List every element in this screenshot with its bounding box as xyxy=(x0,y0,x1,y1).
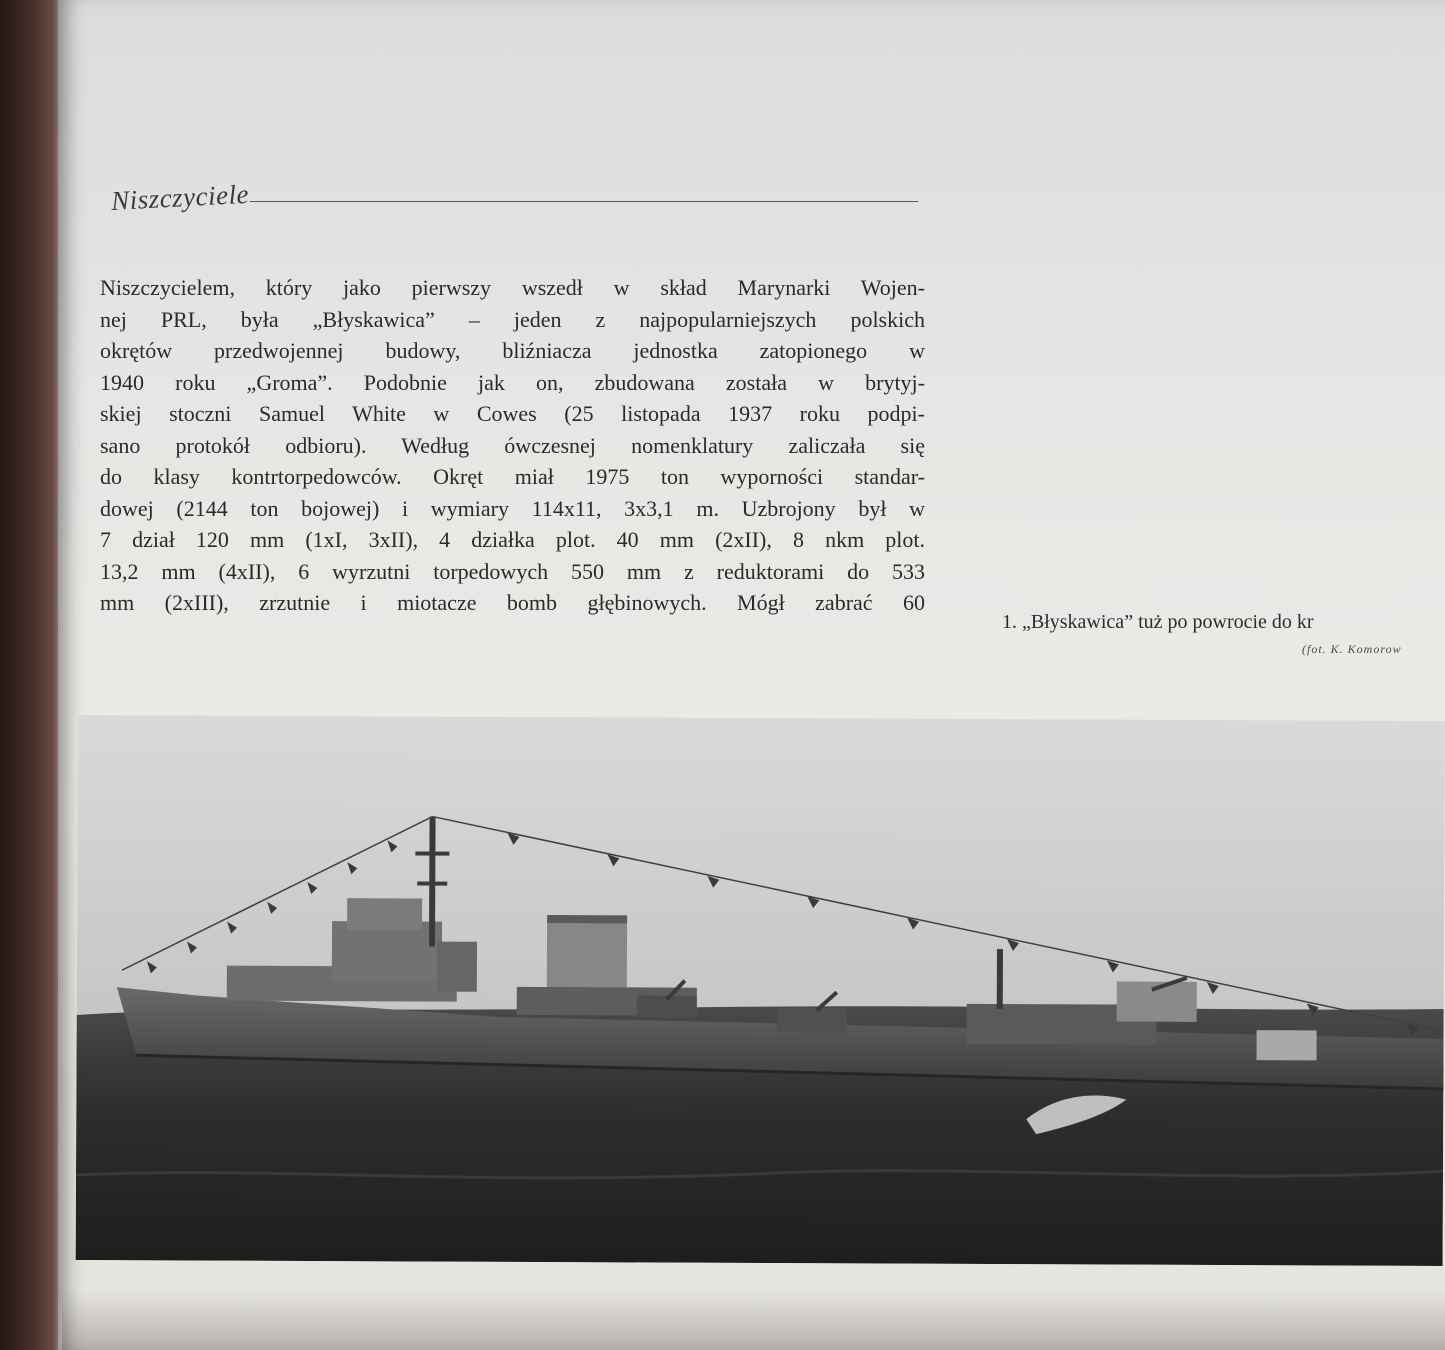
destroyer-photo xyxy=(76,715,1445,1266)
body-line: 1940 roku „Groma”. Podobnie jak on, zbudowana została w brytyj- xyxy=(100,369,925,395)
body-line: nej PRL, była „Błyskawica” – jeden z najpopularniejszych polskich xyxy=(100,306,925,332)
section-title: Niszczyciele xyxy=(110,178,250,217)
body-line: do klasy kontrtorpedowców. Okręt miał 1975 ton wyporności standar- xyxy=(100,464,925,489)
body-line: Niszczycielem, który jako pierwszy wszedł w skład Marynarki Wojen- xyxy=(100,275,925,300)
photo-credit: (fot. K. Komorow xyxy=(1302,642,1402,656)
page-bottom-shadow xyxy=(62,1290,1445,1350)
book-spine xyxy=(0,0,62,1350)
body-line: dowej (2144 ton bojowej) i wymiary 114x11, 3x3,1 m. Uzbrojony był w xyxy=(100,495,925,521)
body-line: skiej stoczni Samuel White w Cowes (25 listopada 1937 roku podpi- xyxy=(100,401,925,426)
body-line: sano protokół odbioru). Według ówczesnej nomenklatury zaliczała się xyxy=(100,432,925,458)
body-line: 7 dział 120 mm (1xI, 3xII), 4 działka plot. 40 mm (2xII), 8 nkm plot. xyxy=(100,527,925,552)
body-line: 13,2 mm (4xII), 6 wyrzutni torpedowych 550 mm z reduktorami do 533 xyxy=(100,558,925,584)
body-paragraph xyxy=(100,272,925,619)
section-rule xyxy=(250,201,918,202)
photo-caption: 1. „Błyskawica” tuż po powrocie do kr xyxy=(1002,611,1314,633)
body-line: mm (2xIII), zrzutnie i miotacze bomb głębinowych. Mógł zabrać 60 xyxy=(100,590,925,615)
body-line: okrętów przedwojennej budowy, bliźniacza jednostka zatopionego w xyxy=(100,338,925,363)
